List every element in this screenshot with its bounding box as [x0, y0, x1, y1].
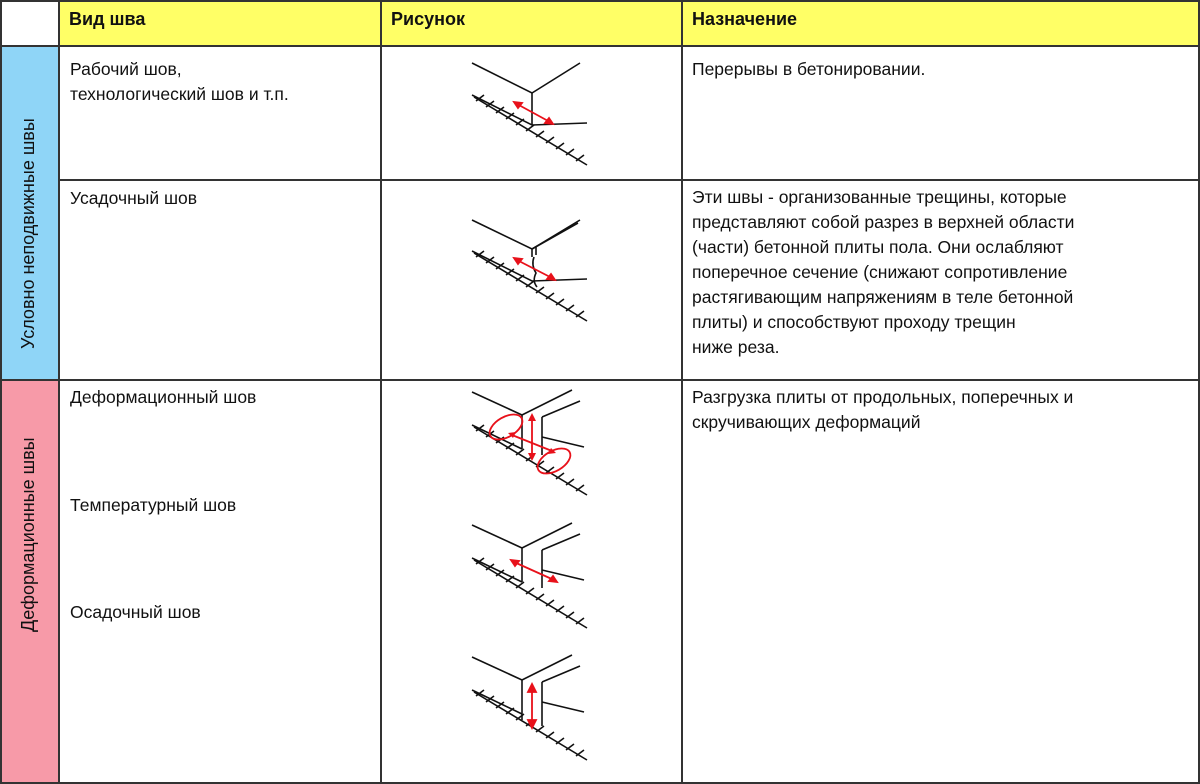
shrinkage-joint-icon: [462, 215, 602, 335]
header-figure: Рисунок: [391, 9, 465, 29]
row1-purpose: Перерывы в бетонировании.: [692, 59, 926, 79]
row1-type: Рабочий шов, технологический шов и т.п.: [70, 59, 289, 104]
row3-purpose: Разгрузка плиты от продольных, поперечных и скручивающих деформаций: [692, 387, 1074, 432]
header-type: Вид шва: [69, 9, 146, 29]
row3-type-deformation: Деформационный шов: [70, 387, 257, 407]
deformation-joint-icon: [462, 387, 602, 507]
row3-type-temperature: Температурный шов: [70, 495, 237, 515]
group-fixed-label: Условно неподвижные швы: [18, 118, 38, 349]
settlement-joint-icon: [462, 652, 602, 772]
temperature-joint-icon: [462, 520, 602, 640]
group-deformation-label: Деформационные швы: [18, 437, 38, 632]
working-joint-icon: [462, 55, 602, 175]
row3-type-settlement: Осадочный шов: [70, 602, 201, 622]
header-purpose: Назначение: [692, 9, 798, 29]
row2-purpose: Эти швы - организованные трещины, которые представляют собой разрез в верхней области (части) бетонной плиты пола. Они ослабляют поперечное сечение (снижают сопротивление растягивающим напряжениям в теле бетонной плиты) и способствуют проходу трещин ниже реза.: [692, 187, 1075, 357]
row2-type: Усадочный шов: [70, 188, 198, 208]
